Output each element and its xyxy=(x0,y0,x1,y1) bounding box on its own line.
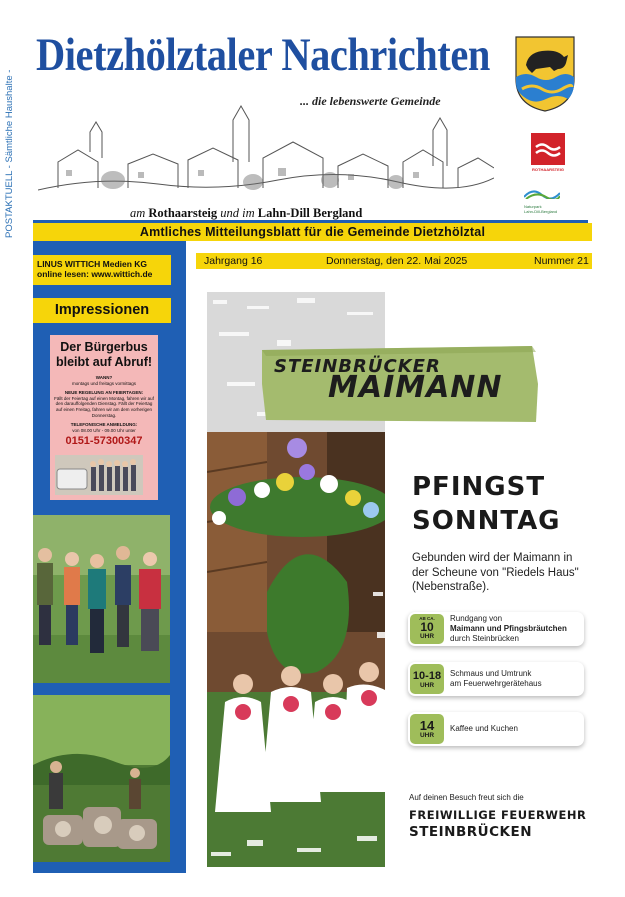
event-rundgang xyxy=(408,612,584,646)
event-desc-line-3: durch Steinbrücken xyxy=(450,634,519,643)
buergerbus-wann-text: montags und freitags vormittags xyxy=(71,380,137,386)
newspaper-subtitle: ... die lebenswerte Gemeinde xyxy=(300,94,441,108)
banner-line-2: MAIMANN xyxy=(328,370,503,405)
rothaarsteig-logo-caption: ROTHAARSTEIG xyxy=(532,167,564,172)
event-desc-line-1: Rundgang von xyxy=(450,614,503,623)
event-description xyxy=(450,662,542,696)
poster-intro: Gebunden wird der Maimann in der Scheune von "Riedels Haus" (Nebenstraße). xyxy=(412,552,579,593)
tagline-am: am xyxy=(130,206,146,220)
fire-brigade-line-1: FREIWILLIGE FEUERWEHR xyxy=(409,808,587,822)
buergerbus-tel-label: TELEFONISCHE ANMELDUNG: xyxy=(70,422,138,428)
visit-note: Auf deinen Besuch freut sich die xyxy=(409,793,524,802)
event-desc-line-2: Maimann und Pfingsbräutchen xyxy=(450,624,567,633)
buergerbus-photo xyxy=(55,455,143,495)
event-desc-line-3: am Feuerwehrgerätehaus xyxy=(450,679,542,688)
buergerbus-title-1: Der Bürgerbus xyxy=(60,340,148,354)
issue-info-bar xyxy=(196,253,592,269)
event-kaffee xyxy=(408,712,584,746)
issue-year: Jahrgang 16 xyxy=(204,255,263,267)
masthead-tagline xyxy=(130,206,362,221)
event-time-unit: UHR xyxy=(419,732,435,739)
buergerbus-phone[interactable]: 0151-57300347 xyxy=(65,435,143,448)
coat-of-arms-logo xyxy=(514,35,576,113)
fire-brigade-name xyxy=(409,807,586,841)
buergerbus-tel-text: von 08.00 Uhr - 09.00 Uhr unter xyxy=(72,427,136,433)
buergerbus-notice xyxy=(50,335,158,500)
newspaper-title: Dietzhölztaler Nachrichten xyxy=(36,29,490,81)
postal-side-label xyxy=(4,28,18,238)
tagline-rothaarsteig: Rothaarsteig xyxy=(148,206,218,220)
event-time-unit: UHR xyxy=(419,633,435,640)
issue-date: Donnerstag, den 22. Mai 2025 xyxy=(326,255,468,267)
naturpark-logo xyxy=(524,186,574,214)
event-schmaus xyxy=(408,662,584,696)
buergerbus-neu-label: NEUE REGELUNG AN FEIERTAGEN: xyxy=(64,390,144,396)
woodcutting-photo xyxy=(33,695,170,862)
tagline-und: und im xyxy=(220,206,255,220)
event-desc-line-1: Kaffee und Kuchen xyxy=(450,724,518,733)
maimann-banner xyxy=(262,344,540,424)
buergerbus-title-2: bleibt auf Abruf! xyxy=(55,355,153,369)
naturpark-caption-2: Lahn-Dill-Bergland xyxy=(524,209,558,214)
postal-side-label-text: POSTAKTUELL - Sämtliche Haushalte - xyxy=(4,69,15,238)
group-photo xyxy=(33,515,170,683)
headline-line-2: SONNTAG xyxy=(412,506,561,536)
rothaarsteig-logo-mark xyxy=(531,133,565,165)
poster-headline xyxy=(412,470,561,538)
naturpark-caption-1: Naturpark xyxy=(524,204,542,209)
buergerbus-neu-text: Fällt der Feiertag auf einen Montag, fahren wir auf den darauffolgenden Dienstag. Fällt der Feiertag auf einen Freitag, fahren wir am dem vorherigen Donnerstag. xyxy=(54,395,154,418)
event-time: 10-18 xyxy=(412,670,442,682)
event-time: 10 xyxy=(420,620,434,634)
buergerbus-wann-label: WANN? xyxy=(95,375,113,380)
event-desc-line-1: Schmaus und Umtrunk xyxy=(450,669,532,678)
issue-number: Nummer 21 xyxy=(534,255,589,267)
event-time-badge xyxy=(410,714,444,744)
fire-brigade-line-2: STEINBRÜCKEN xyxy=(409,824,533,840)
publisher-online[interactable]: online lesen: www.wittich.de xyxy=(37,269,153,279)
publisher-name: LINUS WITTICH Medien KG xyxy=(37,259,148,269)
official-bulletin-bar: Amtliches Mitteilungsblatt für die Gemeinde Dietzhölztal xyxy=(33,223,592,241)
banner-line-1: STEINBRÜCKER xyxy=(274,356,441,377)
event-time-badge xyxy=(410,614,444,644)
publisher-box xyxy=(33,255,171,285)
event-description xyxy=(450,712,518,746)
event-description xyxy=(450,612,567,646)
tagline-lahn-dill: Lahn-Dill Bergland xyxy=(257,206,363,220)
naturpark-hills-icon xyxy=(524,187,560,199)
impressionen-heading: Impressionen xyxy=(33,298,171,323)
event-time-badge xyxy=(410,664,444,694)
headline-line-1: PFINGST xyxy=(412,472,546,502)
event-time-unit: UHR xyxy=(419,682,435,689)
event-time-prefix: AB CA. xyxy=(419,616,435,621)
rothaarsteig-logo xyxy=(527,133,569,173)
event-time: 14 xyxy=(419,718,435,733)
rothaarsteig-wave-icon xyxy=(531,133,565,165)
